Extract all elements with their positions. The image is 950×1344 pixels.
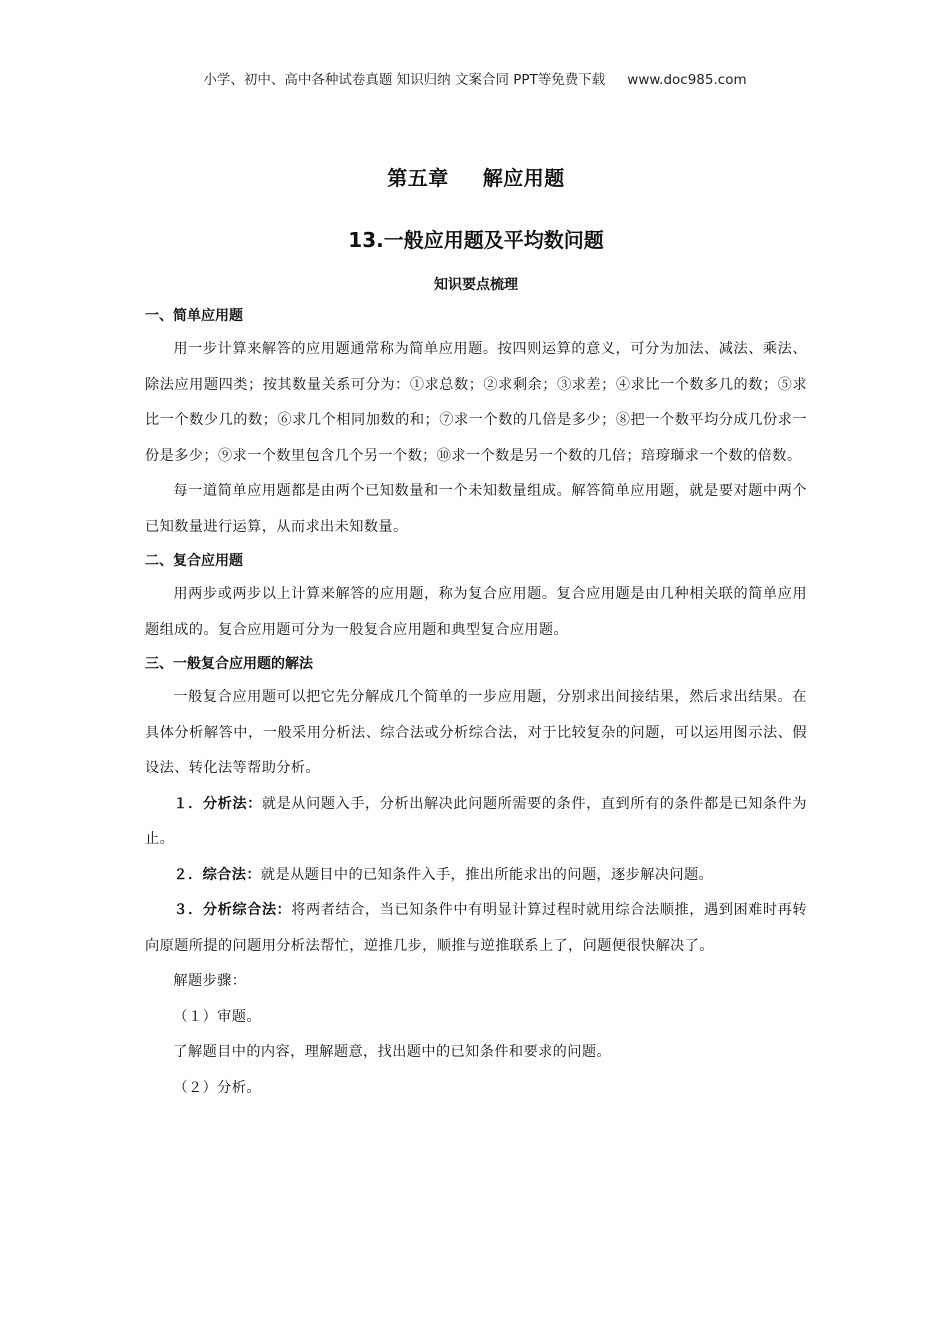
page-header (0, 68, 950, 88)
method-synthesis-label: ２．综合法： (173, 866, 261, 883)
method-synthesis (145, 858, 807, 894)
method-analysis-text: 就是从问题入手，分析出解决此问题所需要的条件，直到所有的条件都是已知条件为止。 (145, 795, 807, 847)
method-combined-label: ３．分析综合法： (173, 902, 292, 918)
header-site-link[interactable]: www.doc985.com (627, 72, 747, 88)
paragraph-simple-1: 用一步计算来解答的应用题通常称为简单应用题。按四则运算的意义，可分为加法、减法、乘法、除法应用题四类；按其数量关系可分为：①求总数；②求剩余；③求差；④求比一个数多几的数；⑤求比一个数少几的数；⑥求几个相同加数的和；⑦求一个数的几倍是多少；⑧把一个数平均分成几份求一份是多少；⑨求一个数里包含几个另一个数；⑩求一个数是另一个数的几倍；琣瑏瑡求一个数的倍数。 (145, 341, 807, 464)
paragraph-methods-intro: 一般复合应用题可以把它先分解成几个简单的一步应用题，分别求出间接结果，然后求出结果。在具体分析解答中，一般采用分析法、综合法或分析综合法，对于比较复杂的问题，可以运用图示法、假设法、转化法等帮助分析。 (145, 689, 807, 776)
heading-simple-problems: 一、简单应用题 (145, 308, 243, 324)
method-analysis-label: １．分析法： (173, 795, 262, 812)
header-text: 小学、初中、高中各种试卷真题 知识归纳 文案合同 PPT等免费下载 (203, 72, 606, 88)
paragraph-simple-2: 每一道简单应用题都是由两个已知数量和一个未知数量组成。解答简单应用题，就是要对题中两个已知数量进行运算，从而求出未知数量。 (145, 483, 807, 535)
step-1-label: （１）审题。 (173, 1008, 261, 1025)
heading-compound-problems: 二、复合应用题 (145, 553, 243, 569)
paragraph-compound-1: 用两步或两步以上计算来解答的应用题，称为复合应用题。复合应用题是由几种相关联的简单应用题组成的。复合应用题可分为一般复合应用题和典型复合应用题。 (145, 586, 807, 638)
step-1-text: 了解题目中的内容，理解题意，找出题中的已知条件和要求的问题。 (173, 1044, 612, 1060)
step-2-label: （２）分析。 (173, 1079, 261, 1096)
heading-solving-methods: 三、一般复合应用题的解法 (145, 656, 313, 672)
chapter-name: 解应用题 (482, 166, 565, 190)
document-body (145, 160, 807, 1106)
method-combined (145, 893, 807, 964)
chapter-title (145, 160, 807, 196)
chapter-label: 第五章 (387, 166, 449, 190)
method-synthesis-text: 就是从题目中的已知条件入手，推出所能求出的问题，逐步解决问题。 (260, 866, 714, 883)
method-combined-text: 将两者结合，当已知条件中有明显计算过程时就用综合法顺推，遇到困难时再转向原题所提的问题用分析法帮忙，逆推几步，顺推与逆推联系上了，问题便很快解决了。 (145, 902, 807, 954)
method-analysis (145, 787, 807, 858)
section-title: 13.一般应用题及平均数问题 (348, 228, 604, 252)
steps-label: 解题步骤： (173, 973, 247, 989)
subsection-title: 知识要点梳理 (434, 277, 518, 293)
